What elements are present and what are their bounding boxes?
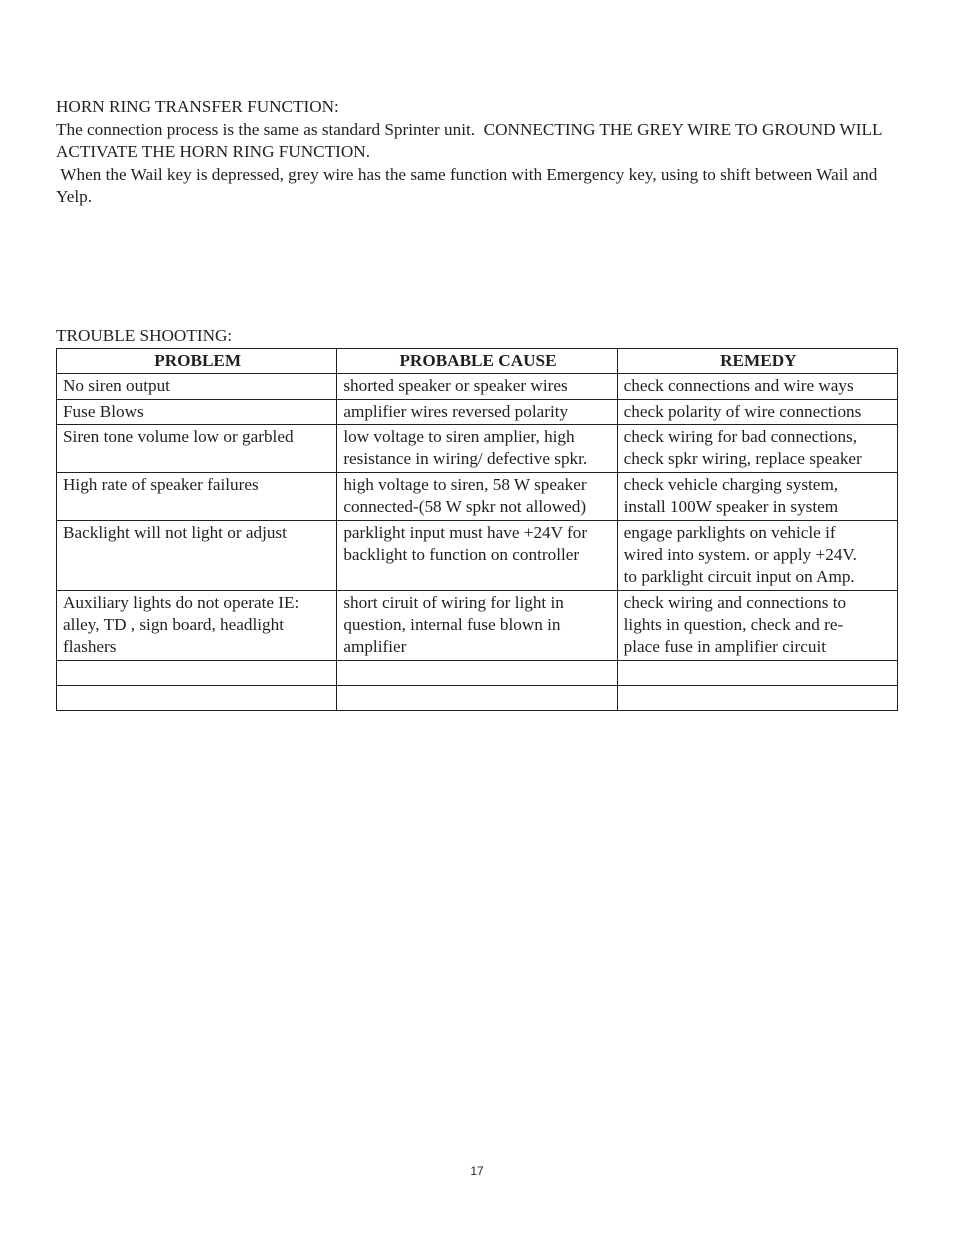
problem-cell: High rate of speaker failures	[57, 472, 337, 520]
table-row	[57, 472, 898, 520]
table-row	[57, 685, 898, 710]
remedy-cell	[617, 685, 897, 710]
table-row	[57, 374, 898, 399]
remedy-cell: check wiring and connections to lights in question, check and re- place fuse in amplifier circuit	[617, 590, 897, 660]
horn-ring-paragraph-1: The connection process is the same as standard Sprinter unit. CONNECTING THE GREY WIRE TO GROUND WILL ACTIVATE THE HORN RING FUNCTION.	[56, 119, 886, 161]
horn-ring-paragraph-2: When the Wail key is depressed, grey wire has the same function with Emergency key, using to shift between Wail and Yelp.	[56, 164, 882, 206]
table-row	[57, 590, 898, 660]
column-header-cause: PROBABLE CAUSE	[337, 349, 617, 374]
cause-cell	[337, 685, 617, 710]
table-row	[57, 660, 898, 685]
problem-cell	[57, 685, 337, 710]
problem-cell: No siren output	[57, 374, 337, 399]
page-number: 17	[470, 1164, 484, 1178]
horn-ring-section	[56, 96, 906, 209]
trouble-shooting-heading: TROUBLE SHOOTING:	[56, 326, 233, 345]
remedy-cell: check polarity of wire connections	[617, 399, 897, 424]
table-row	[57, 399, 898, 424]
cause-cell: shorted speaker or speaker wires	[337, 374, 617, 399]
table-row	[57, 520, 898, 590]
column-header-problem: PROBLEM	[57, 349, 337, 374]
problem-cell	[57, 660, 337, 685]
table-row	[57, 424, 898, 472]
problem-cell: Auxiliary lights do not operate IE: alley, TD , sign board, headlight flashers	[57, 590, 337, 660]
problem-cell: Backlight will not light or adjust	[57, 520, 337, 590]
problem-cell: Fuse Blows	[57, 399, 337, 424]
table-header-row	[57, 349, 898, 374]
problem-cell: Siren tone volume low or garbled	[57, 424, 337, 472]
remedy-cell: check connections and wire ways	[617, 374, 897, 399]
remedy-cell	[617, 660, 897, 685]
cause-cell: high voltage to siren, 58 W speaker connected-(58 W spkr not allowed)	[337, 472, 617, 520]
cause-cell: short ciruit of wiring for light in question, internal fuse blown in amplifier	[337, 590, 617, 660]
trouble-shooting-table	[56, 348, 898, 711]
cause-cell	[337, 660, 617, 685]
column-header-remedy: REMEDY	[617, 349, 897, 374]
remedy-cell: engage parklights on vehicle if wired into system. or apply +24V. to parklight circuit input on Amp.	[617, 520, 897, 590]
cause-cell: amplifier wires reversed polarity	[337, 399, 617, 424]
horn-ring-title: HORN RING TRANSFER FUNCTION:	[56, 97, 339, 116]
remedy-cell: check wiring for bad connections, check spkr wiring, replace speaker	[617, 424, 897, 472]
cause-cell: low voltage to siren amplier, high resistance in wiring/ defective spkr.	[337, 424, 617, 472]
cause-cell: parklight input must have +24V for backlight to function on controller	[337, 520, 617, 590]
remedy-cell: check vehicle charging system, install 100W speaker in system	[617, 472, 897, 520]
